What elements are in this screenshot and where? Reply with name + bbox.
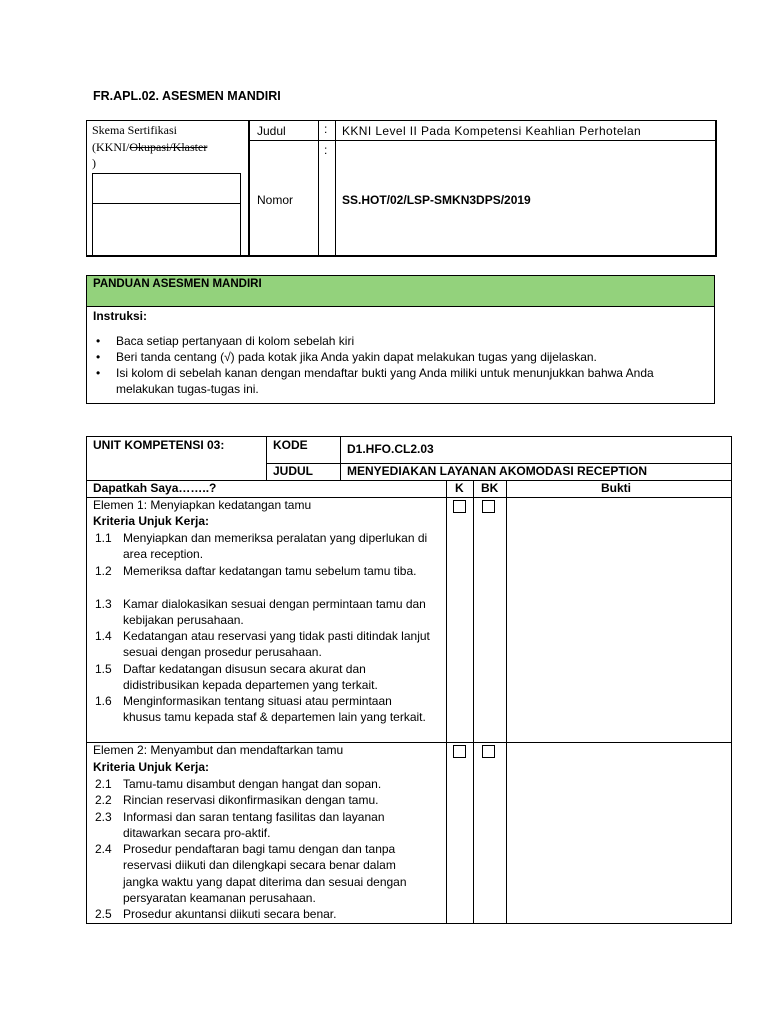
nomor-label: Nomor: [257, 193, 294, 207]
panduan-box: [86, 275, 715, 404]
col-k-header: K: [455, 481, 464, 495]
elemen-1-title: Elemen 1: Menyiapkan kedatangan tamu: [93, 498, 312, 512]
kuk-item: 1.5 Daftar kedatangan disusun secara akurat dan didistribusikan kepada departemen yang terkait.: [95, 662, 378, 693]
col-bukti-header: Bukti: [601, 481, 631, 495]
document-title: FR.APL.02. ASESMEN MANDIRI: [93, 89, 281, 103]
kuk-item: 2.3 Informasi dan saran tentang fasilitas dan layanan ditawarkan secara pro-aktif.: [95, 810, 385, 841]
elemen-1-kriteria-label: Kriteria Unjuk Kerja:: [93, 514, 210, 528]
nomor-colon: :: [324, 143, 328, 157]
elemen-2-bk-checkbox[interactable]: [482, 745, 495, 758]
unit-kompetensi-table: [86, 436, 732, 924]
kuk-item: 1.2 Memeriksa daftar kedatangan tamu sebelum tamu tiba.: [95, 564, 417, 578]
judul-label: Judul: [257, 124, 286, 138]
skema-label-line2: (KKNI/Okupasi/Klaster: [92, 140, 208, 154]
kuk-item: 1.3 Kamar dialokasikan sesuai dengan permintaan tamu dan kebijakan perusahaan.: [95, 597, 426, 628]
instruksi-item: • Beri tanda centang (√) pada kotak jika Anda yakin dapat melakukan tugas yang dijelaskan.: [93, 349, 708, 365]
judul-value: KKNI Level II Pada Kompetensi Keahlian Perhotelan: [342, 124, 642, 138]
kode-value: D1.HFO.CL2.03: [347, 442, 434, 456]
elemen-2-kriteria-label: Kriteria Unjuk Kerja:: [93, 760, 210, 774]
skema-box-bottom: [92, 203, 241, 256]
col-bk-header: BK: [481, 481, 499, 495]
judul-unit-value: MENYEDIAKAN LAYANAN AKOMODASI RECEPTION: [347, 464, 648, 478]
skema-label-line3: ): [92, 156, 96, 170]
elemen-1-k-checkbox[interactable]: [453, 500, 466, 513]
nomor-value: SS.HOT/02/LSP-SMKN3DPS/2019: [342, 193, 531, 207]
kuk-item: 2.1 Tamu-tamu disambut dengan hangat dan sopan.: [95, 777, 382, 791]
kode-label: KODE: [273, 438, 308, 452]
kuk-item: 1.4 Kedatangan atau reservasi yang tidak pasti ditindak lanjut sesuai dengan prosedur perusahaan.: [95, 629, 430, 660]
kuk-item: 1.1 Menyiapkan dan memeriksa peralatan yang diperlukan di area reception.: [95, 531, 428, 562]
instruksi-label: Instruksi:: [93, 309, 148, 323]
kuk-item: 2.4 Prosedur pendaftaran bagi tamu dengan dan tanpa reservasi diikuti dan dilengkapi secara benar dalam jangka waktu yang dapat diterima dan sesuai dengan persyaratan keamanan perusahaan.: [95, 842, 407, 905]
skema-table: [86, 120, 716, 257]
kuk-item: 1.6 Menginformasikan tentang situasi atau permintaan khusus tamu kepada staf & departemen lain yang terkait.: [95, 694, 426, 725]
col-question-header: Dapatkah Saya……..?: [93, 481, 217, 495]
kuk-item: 2.2 Rincian reservasi dikonfirmasikan dengan tamu.: [95, 793, 379, 807]
elemen-1-bk-checkbox[interactable]: [482, 500, 495, 513]
kuk-item: 2.5 Prosedur akuntansi diikuti secara benar.: [95, 907, 337, 921]
judul-unit-label: JUDUL: [273, 464, 314, 478]
elemen-2-title: Elemen 2: Menyambut dan mendaftarkan tamu: [93, 743, 344, 757]
panduan-heading: PANDUAN ASESMEN MANDIRI: [87, 276, 714, 307]
skema-box-top: [92, 173, 241, 204]
instruksi-list: [93, 333, 708, 397]
unit-label: UNIT KOMPETENSI 03:: [93, 438, 225, 452]
instruksi-item: • Isi kolom di sebelah kanan dengan mendaftar bukti yang Anda miliki untuk menunjukkan bahwa Anda melakukan tugas-tugas ini.: [93, 365, 708, 397]
skema-label-line1: Skema Sertifikasi: [92, 123, 177, 137]
judul-colon: :: [324, 122, 328, 136]
instruksi-item: • Baca setiap pertanyaan di kolom sebelah kiri: [93, 333, 708, 349]
elemen-2-k-checkbox[interactable]: [453, 745, 466, 758]
